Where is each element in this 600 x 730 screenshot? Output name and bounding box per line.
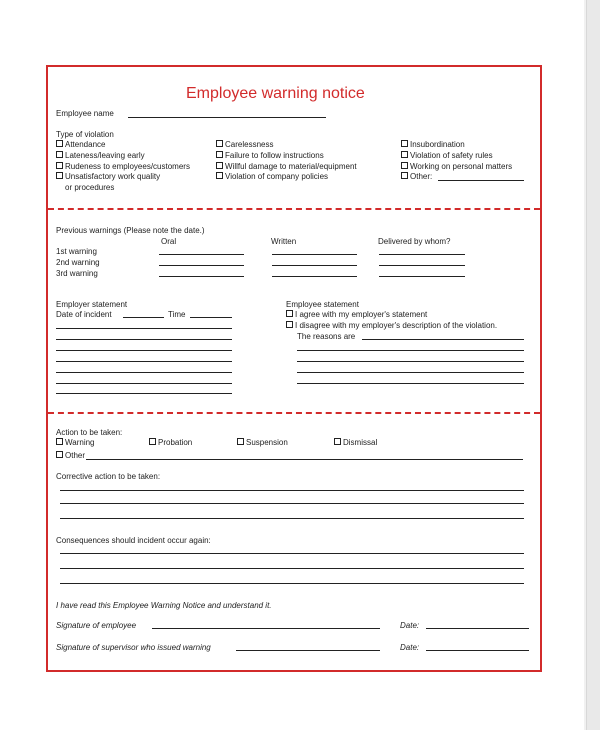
checkbox[interactable] — [237, 438, 244, 445]
warning-row-label: 3rd warning — [56, 269, 98, 278]
action-option[interactable]: Probation — [149, 438, 192, 448]
violation-option[interactable]: Violation of company policies — [216, 172, 328, 182]
action-option[interactable]: Dismissal — [334, 438, 377, 448]
written-line[interactable] — [272, 254, 357, 255]
checkbox[interactable] — [56, 172, 63, 179]
disagree-option[interactable]: I disagree with my employer's description of the violation. — [286, 321, 497, 331]
employer-statement-line[interactable] — [56, 328, 232, 329]
section-divider — [48, 208, 540, 210]
form-title: Employee warning notice — [186, 85, 365, 102]
action-option-other[interactable]: Other — [56, 451, 85, 461]
employer-statement-line[interactable] — [56, 372, 232, 373]
checkbox[interactable] — [216, 162, 223, 169]
employer-statement-line[interactable] — [56, 383, 232, 384]
oral-line[interactable] — [159, 265, 244, 266]
checkbox[interactable] — [216, 172, 223, 179]
previous-warnings-heading: Previous warnings (Please note the date.) — [56, 226, 205, 235]
section-divider — [48, 412, 540, 414]
checkbox[interactable] — [56, 151, 63, 158]
employer-statement-heading: Employer statement — [56, 300, 128, 309]
consequences-line[interactable] — [60, 583, 524, 584]
employer-statement-line[interactable] — [56, 361, 232, 362]
action-heading: Action to be taken: — [56, 428, 123, 437]
reasons-line[interactable] — [362, 339, 524, 340]
written-line[interactable] — [272, 265, 357, 266]
violation-option-other[interactable]: Other: — [401, 172, 432, 182]
time-line[interactable] — [190, 317, 232, 318]
date-of-incident-line[interactable] — [123, 317, 164, 318]
employee-statement-heading: Employee statement — [286, 300, 359, 309]
corrective-action-line[interactable] — [60, 518, 524, 519]
employer-statement-line[interactable] — [56, 350, 232, 351]
acknowledgement-text: I have read this Employee Warning Notice and understand it. — [56, 601, 272, 610]
other-violation-line[interactable] — [438, 180, 524, 181]
delivered-line[interactable] — [379, 276, 465, 277]
date-label: Date: — [400, 643, 420, 652]
action-option[interactable]: Suspension — [237, 438, 288, 448]
employee-statement-line[interactable] — [297, 383, 524, 384]
checkbox[interactable] — [401, 172, 408, 179]
consequences-label: Consequences should incident occur again: — [56, 536, 211, 545]
employee-statement-line[interactable] — [297, 361, 524, 362]
col-written: Written — [271, 237, 297, 246]
employer-statement-line[interactable] — [56, 393, 232, 394]
date-label: Date: — [400, 621, 420, 630]
consequences-line[interactable] — [60, 568, 524, 569]
checkbox[interactable] — [56, 162, 63, 169]
violation-option[interactable]: Rudeness to employees/customers — [56, 162, 190, 172]
checkbox[interactable] — [216, 151, 223, 158]
date-of-incident-label: Date of incident — [56, 310, 112, 319]
employer-statement-line[interactable] — [56, 339, 232, 340]
checkbox[interactable] — [401, 162, 408, 169]
violation-option[interactable]: Attendance — [56, 140, 105, 150]
time-label: Time — [168, 310, 186, 319]
checkbox[interactable] — [56, 451, 63, 458]
violation-option-continued: or procedures — [65, 183, 115, 192]
warning-row-label: 2nd warning — [56, 258, 100, 267]
checkbox[interactable] — [286, 310, 293, 317]
checkbox[interactable] — [216, 140, 223, 147]
warning-notice-form — [46, 65, 542, 672]
reasons-label: The reasons are — [297, 332, 356, 341]
employee-name-label: Employee name — [56, 109, 114, 118]
corrective-action-label: Corrective action to be taken: — [56, 472, 161, 481]
delivered-line[interactable] — [379, 254, 465, 255]
supervisor-signature-line[interactable] — [236, 650, 380, 651]
delivered-line[interactable] — [379, 265, 465, 266]
action-option[interactable]: Warning — [56, 438, 95, 448]
checkbox[interactable] — [334, 438, 341, 445]
corrective-action-line[interactable] — [60, 490, 524, 491]
checkbox[interactable] — [401, 151, 408, 158]
scrollbar[interactable] — [586, 0, 600, 730]
consequences-line[interactable] — [60, 553, 524, 554]
oral-line[interactable] — [159, 254, 244, 255]
agree-option[interactable]: I agree with my employer's statement — [286, 310, 427, 320]
checkbox[interactable] — [56, 438, 63, 445]
violation-option[interactable]: Failure to follow instructions — [216, 151, 324, 161]
violation-option[interactable]: Willful damage to material/equipment — [216, 162, 357, 172]
oral-line[interactable] — [159, 276, 244, 277]
corrective-action-line[interactable] — [60, 503, 524, 504]
col-oral: Oral — [161, 237, 177, 246]
employee-signature-line[interactable] — [152, 628, 380, 629]
employee-statement-line[interactable] — [297, 350, 524, 351]
violation-option[interactable]: Insubordination — [401, 140, 465, 150]
col-delivered-by: Delivered by whom? — [378, 237, 451, 246]
violation-option[interactable]: Carelessness — [216, 140, 273, 150]
date-line[interactable] — [426, 628, 529, 629]
warning-row-label: 1st warning — [56, 247, 97, 256]
checkbox[interactable] — [56, 140, 63, 147]
employee-statement-line[interactable] — [297, 372, 524, 373]
violation-option[interactable]: Unsatisfactory work quality — [56, 172, 160, 182]
checkbox[interactable] — [286, 321, 293, 328]
violation-option[interactable]: Lateness/leaving early — [56, 151, 145, 161]
employee-signature-label: Signature of employee — [56, 621, 137, 630]
violation-option[interactable]: Violation of safety rules — [401, 151, 493, 161]
checkbox[interactable] — [149, 438, 156, 445]
other-action-line[interactable] — [86, 459, 523, 460]
date-line[interactable] — [426, 650, 529, 651]
written-line[interactable] — [272, 276, 357, 277]
checkbox[interactable] — [401, 140, 408, 147]
employee-name-line[interactable] — [128, 117, 326, 118]
supervisor-signature-label: Signature of supervisor who issued warning — [56, 643, 211, 652]
violation-heading: Type of violation — [56, 130, 114, 139]
violation-option[interactable]: Working on personal matters — [401, 162, 512, 172]
